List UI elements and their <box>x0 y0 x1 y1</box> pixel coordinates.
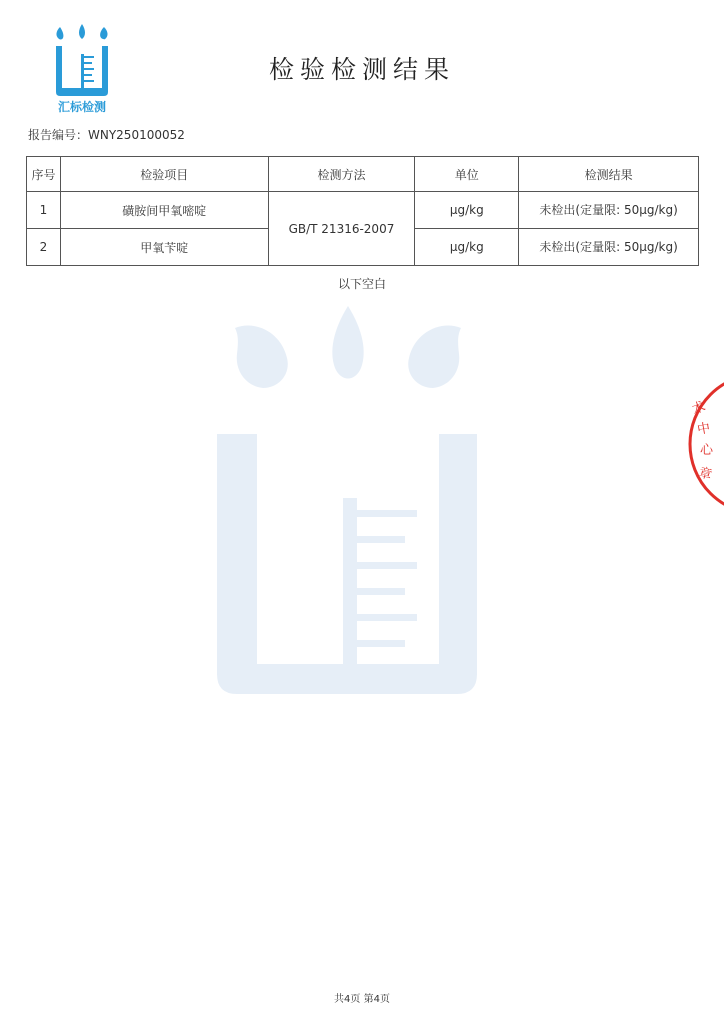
table-row <box>27 192 699 229</box>
page-title: 检验检测结果 <box>268 55 455 84</box>
beaker-drops-logo-icon <box>46 22 118 98</box>
row-unit: μg/kg <box>415 192 519 229</box>
row-method: GB/T 21316-2007 <box>268 192 415 266</box>
svg-text:中: 中 <box>696 420 712 438</box>
header-method: 检测方法 <box>268 157 415 192</box>
end-note: 以下空白 <box>337 277 386 291</box>
beaker-drops-watermark-icon <box>215 302 480 694</box>
svg-text:心: 心 <box>700 443 714 458</box>
header-result: 检测结果 <box>519 157 699 192</box>
header-index: 序号 <box>27 157 61 192</box>
company-logo <box>46 22 118 118</box>
logo-name: 汇标检测 <box>57 100 106 114</box>
header-item: 检验项目 <box>60 157 268 192</box>
svg-text:术: 术 <box>690 399 708 418</box>
page-number: 共4页 第4页 <box>334 994 390 1005</box>
row-item: 磺胺间甲氧嘧啶 <box>60 192 268 229</box>
report-number: 报告编号：WNY250100052 <box>28 128 185 142</box>
svg-text:章: 章 <box>696 465 714 484</box>
row-result: 未检出(定量限: 50μg/kg) <box>519 229 699 266</box>
header-unit: 单位 <box>415 157 519 192</box>
row-result: 未检出(定量限: 50μg/kg) <box>519 192 699 229</box>
row-index: 2 <box>27 229 61 266</box>
seal-icon <box>686 372 724 517</box>
row-index: 1 <box>27 192 61 229</box>
watermark <box>215 302 480 694</box>
results-table <box>26 156 699 266</box>
official-seal <box>686 372 724 517</box>
row-item: 甲氧苄啶 <box>60 229 268 266</box>
table-header-row <box>27 157 699 192</box>
row-unit: μg/kg <box>415 229 519 266</box>
